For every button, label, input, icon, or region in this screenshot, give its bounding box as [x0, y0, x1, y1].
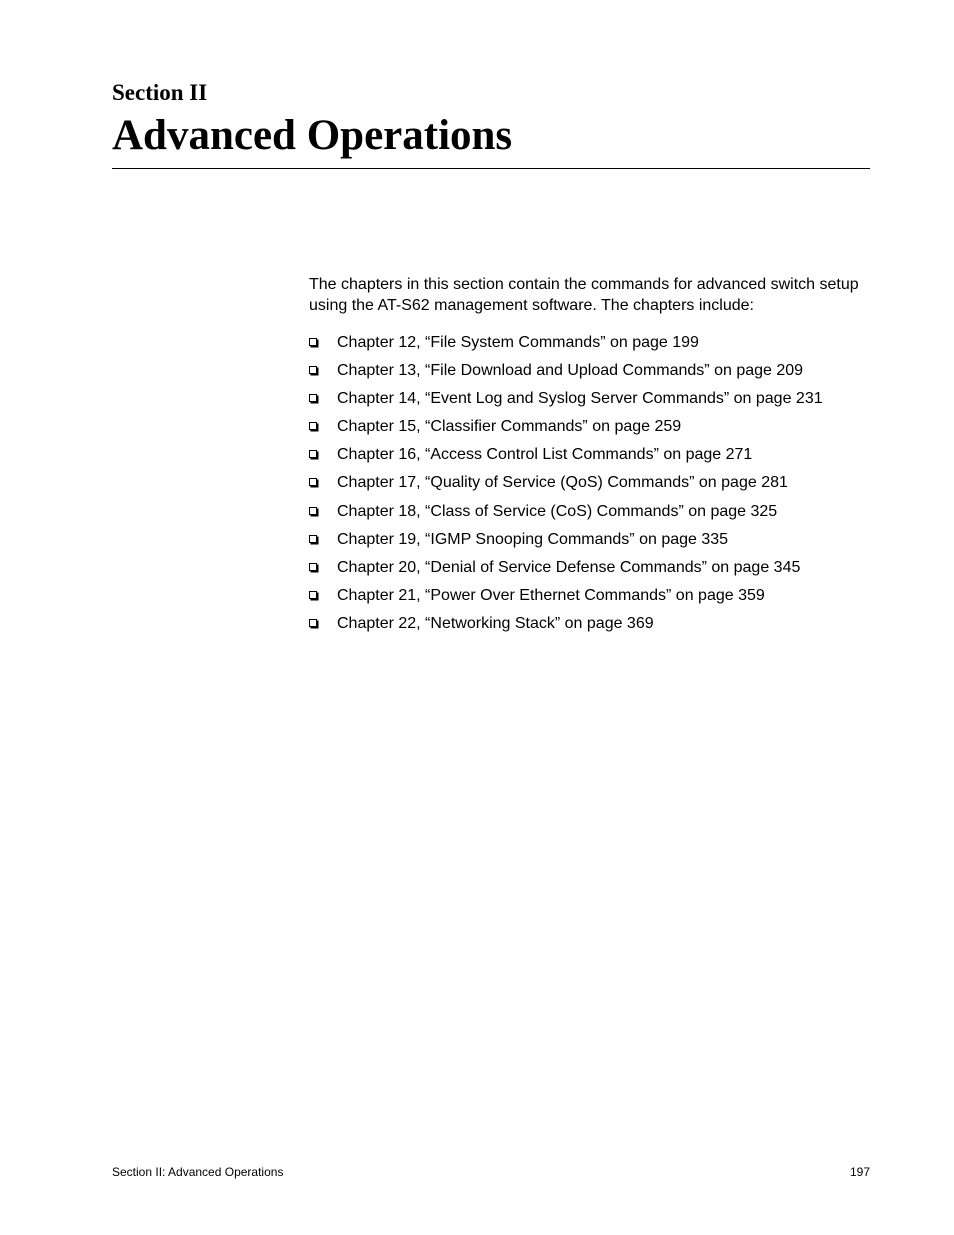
- list-item: [309, 444, 869, 472]
- footer-page-number: 197: [849, 1165, 870, 1179]
- checkbox-bullet-icon: [309, 450, 317, 458]
- section-label: Section II: [112, 80, 208, 105]
- list-item: [309, 557, 869, 585]
- list-item: [309, 501, 869, 529]
- title-divider: [112, 168, 870, 169]
- checkbox-bullet-icon: [309, 338, 317, 346]
- footer-section-title: Section II: Advanced Operations: [112, 1165, 284, 1179]
- chapter-reference: Chapter 19, “IGMP Snooping Commands” on page 335: [337, 530, 729, 548]
- chapter-reference: Chapter 15, “Classifier Commands” on page 259: [337, 418, 682, 436]
- list-item: [309, 388, 869, 416]
- list-item: [309, 332, 869, 360]
- checkbox-bullet-icon: [309, 478, 317, 486]
- chapter-reference: Chapter 20, “Denial of Service Defense Commands” on page 345: [337, 558, 801, 576]
- checkbox-bullet-icon: [309, 563, 317, 571]
- checkbox-bullet-icon: [309, 394, 317, 402]
- chapter-reference: Chapter 12, “File System Commands” on page 199: [337, 334, 699, 351]
- chapter-reference: Chapter 13, “File Download and Upload Commands” on page 209: [337, 362, 804, 380]
- list-item: [309, 360, 869, 388]
- list-item: [309, 416, 869, 444]
- list-item: [309, 585, 869, 613]
- checkbox-bullet-icon: [309, 591, 317, 599]
- checkbox-bullet-icon: [309, 366, 317, 374]
- checkbox-bullet-icon: [309, 507, 317, 515]
- chapter-reference: Chapter 18, “Class of Service (CoS) Commands” on page 325: [337, 502, 778, 520]
- list-item: [309, 529, 869, 557]
- chapter-list: [309, 332, 869, 641]
- chapter-reference: Chapter 17, “Quality of Service (QoS) Commands” on page 281: [337, 474, 788, 492]
- list-item: [309, 613, 869, 641]
- chapter-reference: Chapter 16, “Access Control List Commands” on page 271: [337, 446, 753, 464]
- chapter-reference: Chapter 22, “Networking Stack” on page 369: [337, 614, 654, 632]
- chapter-reference: Chapter 14, “Event Log and Syslog Server Commands” on page 231: [337, 390, 823, 408]
- checkbox-bullet-icon: [309, 535, 317, 543]
- checkbox-bullet-icon: [309, 422, 317, 430]
- page-title: Advanced Operations: [112, 112, 513, 159]
- checkbox-bullet-icon: [309, 619, 317, 627]
- list-item: [309, 472, 869, 500]
- intro-paragraph: The chapters in this section contain the commands for advanced switch setup using the AT-S62 management software. The chapters include:: [309, 276, 859, 314]
- chapter-reference: Chapter 21, “Power Over Ethernet Commands” on page 359: [337, 586, 765, 604]
